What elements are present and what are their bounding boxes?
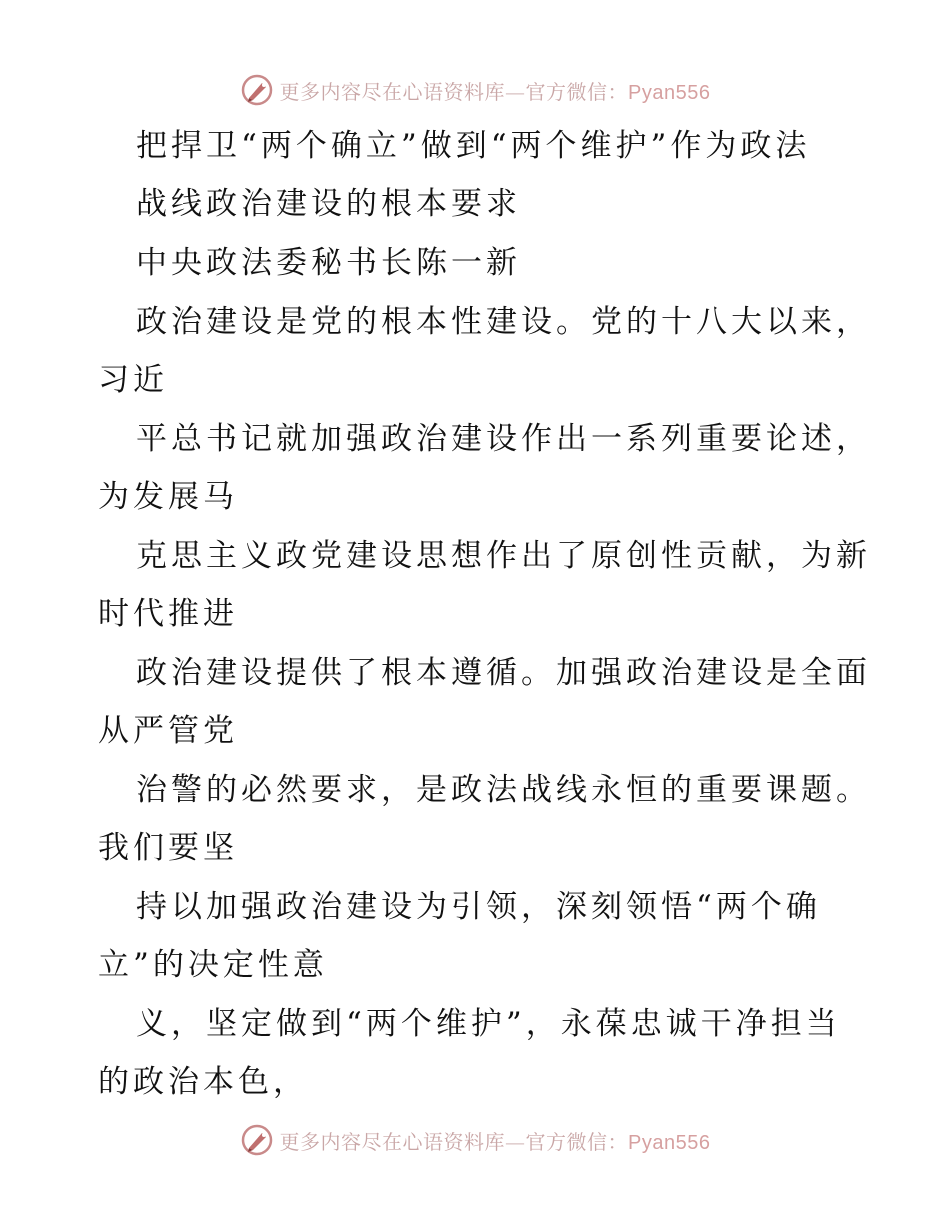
doc-line: 平总书记就加强政治建设作出一系列重要论述， [136,421,871,457]
doc-line: 为发展马 [98,479,238,515]
doc-line: 义，坚定做到“两个维护”，永葆忠诚干净担当 [136,1006,841,1042]
doc-line: 政治建设提供了根本遵循。加强政治建设是全面 [136,655,871,691]
footer-watermark-separator: — [505,1129,526,1154]
footer-watermark [0,1120,950,1160]
doc-line: 时代推进 [98,596,238,632]
doc-line: 政治建设是党的根本性建设。党的十八大以来， [136,304,871,340]
header-watermark-suffix: 官方微信： [525,79,629,104]
footer-watermark-brand: Pyan556 [628,1131,711,1154]
footer-watermark-main: 更多内容尽在心语资料库 [279,1129,506,1154]
header-watermark-main: 更多内容尽在心语资料库 [279,79,506,104]
doc-line: 克思主义政党建设思想作出了原创性贡献，为新 [136,538,871,574]
doc-line: 治警的必然要求，是政法战线永恒的重要课题。 [136,772,871,808]
footer-watermark-text [280,1126,711,1155]
doc-line: 的政治本色， [98,1064,308,1100]
doc-line: 从严管党 [98,713,238,749]
doc-line: 战线政治建设的根本要求 [136,186,521,222]
doc-line: 把捍卫“两个确立”做到“两个维护”作为政法 [136,128,811,164]
header-watermark-separator: — [505,79,526,104]
pen-nib-circle-icon [240,1123,274,1157]
doc-line: 习近 [98,362,168,398]
doc-line: 我们要坚 [98,830,238,866]
doc-line: 中央政法委秘书长陈一新 [136,245,521,281]
header-watermark-brand: Pyan556 [628,81,711,104]
doc-line: 立”的决定性意 [98,947,328,983]
doc-line: 持以加强政治建设为引领，深刻领悟“两个确 [136,889,821,925]
footer-watermark-suffix: 官方微信： [525,1129,629,1154]
